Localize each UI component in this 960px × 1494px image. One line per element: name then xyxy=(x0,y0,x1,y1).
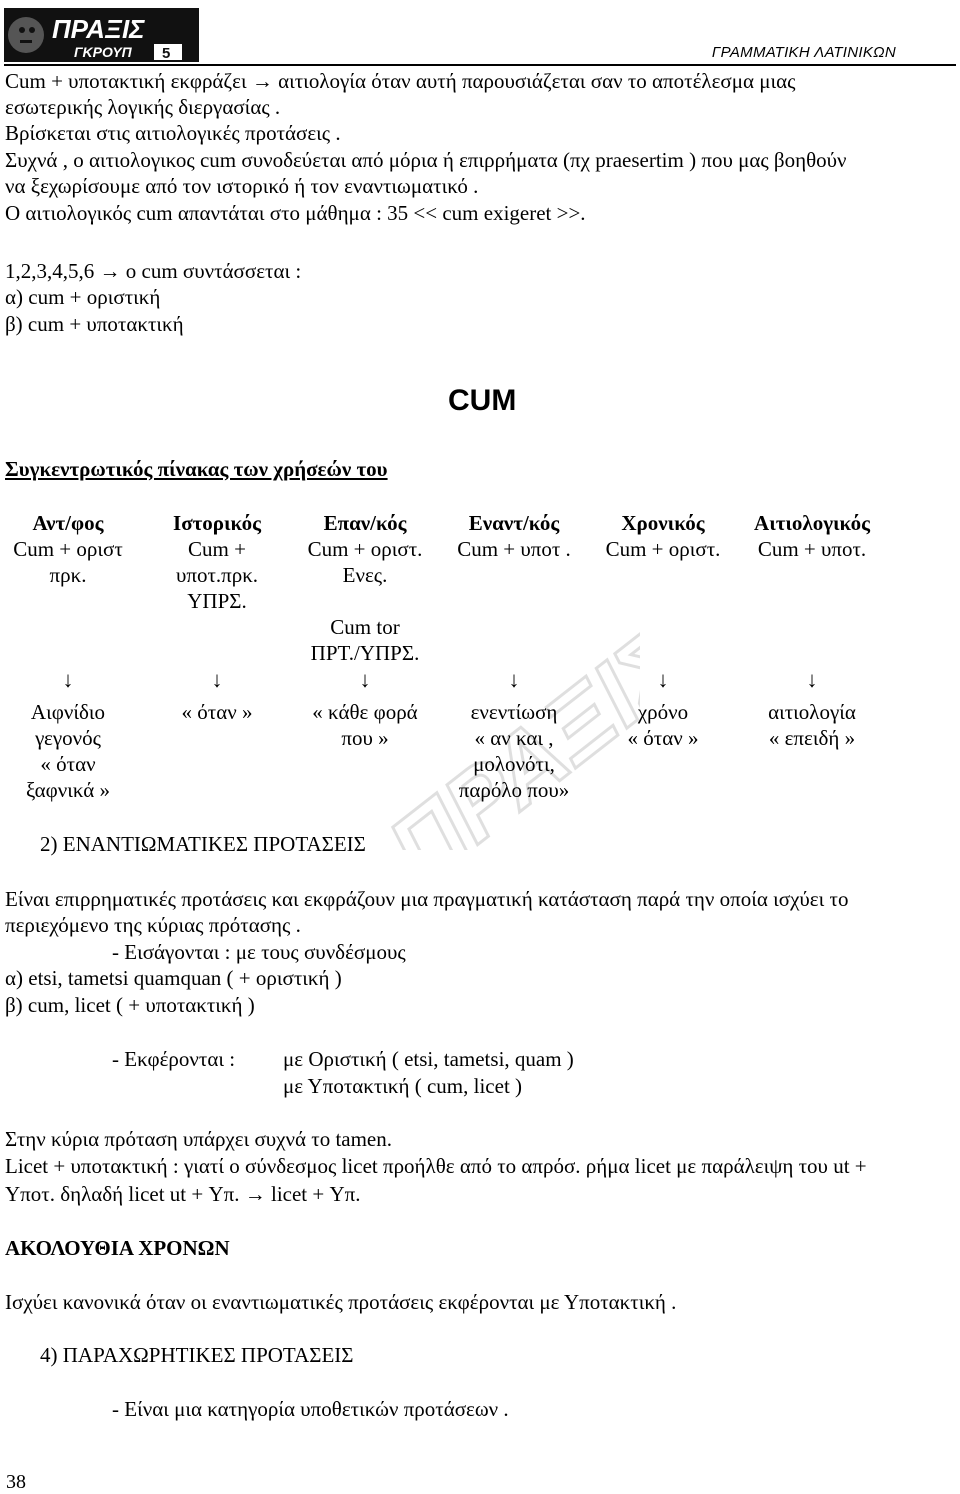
note-line: Υποτ. δηλαδή licet ut + Υπ. → licet + Υπ. xyxy=(5,1182,361,1206)
section2-line: β) cum, licet ( + υποτακτική ) xyxy=(5,993,255,1017)
table-column-epanaliptikos xyxy=(290,510,440,666)
column-line: Cum + οριστ. xyxy=(307,537,423,561)
syntax-line: α) cum + οριστική xyxy=(5,285,161,309)
table-column-xronikos xyxy=(588,510,738,562)
table-column-istorikos xyxy=(142,510,292,614)
meaning-line: « όταν xyxy=(40,752,96,776)
section2-line: περιεχόμενο της κύριας πρότασης . xyxy=(5,913,301,937)
note-line: Στην κύρια πρόταση υπάρχει συχνά το tamen. xyxy=(5,1127,393,1151)
column-line xyxy=(290,588,440,614)
page-header-title: ΓΡΑΜΜΑΤΙΚΗ ΛΑΤΙΝΙΚΩΝ xyxy=(711,44,896,61)
column-header: Χρονικός xyxy=(621,511,705,535)
meaning-line: γεγονός xyxy=(35,726,101,750)
column-line: Cum + υποτ. xyxy=(757,537,867,561)
section4-text: - Είναι μια κατηγορία υποθετικών προτάσεων . xyxy=(112,1397,509,1421)
expressed-line: με Υποτακτική ( cum, licet ) xyxy=(283,1074,523,1098)
column-line: Ενες. xyxy=(342,563,388,587)
meaning-line: ξαφνικά » xyxy=(26,778,110,802)
table-column-enantiomatikos xyxy=(439,510,589,562)
column-meaning xyxy=(737,699,887,751)
expressed-line: με Οριστική ( etsi, tametsi, quam ) xyxy=(283,1047,574,1071)
meaning-line: Αιφνίδιο xyxy=(30,700,106,724)
watermark-text: ΠΡΑΞΙΣ xyxy=(369,620,640,850)
page-number: 38 xyxy=(6,1471,26,1493)
expressed-label: - Εκφέρονται : xyxy=(112,1047,236,1071)
note-line: Licet + υποτακτική : γιατί ο σύνδεσμος licet προήλθε από το απρόσ. ρήμα licet με παράλειψη του ut + xyxy=(5,1154,867,1178)
down-arrow-icon: ↓ xyxy=(211,667,223,692)
intro-line: εσωτερικής λογικής διεργασίας . xyxy=(5,95,281,119)
column-header: Επαν/κός xyxy=(323,511,407,535)
intro-line: να ξεχωρίσουμε από τον ιστορικό ή τον εναντιωματικό . xyxy=(5,174,479,198)
section2-line: - Εισάγονται : με τους συνδέσμους xyxy=(112,940,406,964)
down-arrow-icon: ↓ xyxy=(806,667,818,692)
intro-line: Ο αιτιολογικός cum απαντάται στο μάθημα : 35 << cum exigeret >>. xyxy=(5,201,586,225)
column-line: Cum + xyxy=(188,537,246,561)
column-line: Cum + οριστ xyxy=(13,537,123,561)
meaning-line: ενεντίωση xyxy=(470,700,558,724)
column-line: ΥΠΡΣ. xyxy=(187,589,247,613)
summary-title: Συγκεντρωτικός πίνακας των χρήσεών του xyxy=(5,457,388,481)
syntax-line: 1,2,3,4,5,6 → ο cum συντάσσεται : xyxy=(5,259,302,283)
column-meaning xyxy=(290,699,440,751)
column-meaning xyxy=(142,699,292,725)
meaning-line: « επειδή » xyxy=(768,726,856,750)
column-meaning xyxy=(588,699,738,751)
meaning-line: « κάθε φορά xyxy=(312,700,418,724)
down-arrow-icon: ↓ xyxy=(359,667,371,692)
column-line: υποτ.πρκ. xyxy=(175,563,259,587)
column-header: Αιτιολογικός xyxy=(754,511,870,535)
meaning-line: που » xyxy=(341,726,389,750)
meaning-line: παρόλο που» xyxy=(458,778,570,802)
column-header: Εναντ/κός xyxy=(468,511,560,535)
column-header: Ιστορικός xyxy=(173,511,261,535)
intro-line: Συχνά , ο αιτιολογικος cum συνοδεύεται από μόρια ή επιρρήματα (πχ praesertim ) που μας βοηθούν xyxy=(5,148,847,172)
meaning-line: « όταν » xyxy=(181,700,253,724)
down-arrow-icon: ↓ xyxy=(62,667,74,692)
column-line: πρκ. xyxy=(49,563,87,587)
meaning-line: χρόνο xyxy=(637,700,689,724)
column-line: Cum + υποτ . xyxy=(457,537,571,561)
column-line: Cum + οριστ. xyxy=(605,537,721,561)
logo-text-top: ΠΡΑΞΙΣ xyxy=(52,14,145,44)
intro-line: Βρίσκεται στις αιτιολογικές προτάσεις . xyxy=(5,121,341,145)
section2-line: Είναι επιρρηματικές προτάσεις και εκφράζουν μια πραγματική κατάσταση παρά την οποία ισχύει το xyxy=(5,887,849,911)
section2-line: α) etsi, tametsi quamquan ( + οριστική ) xyxy=(5,966,342,990)
intro-line: Cum + υποτακτική εκφράζει → αιτιολογία όταν αυτή παρουσιάζεται σαν το αποτέλεσμα μιας xyxy=(5,69,796,93)
column-meaning xyxy=(439,699,589,803)
down-arrow-icon: ↓ xyxy=(657,667,669,692)
meaning-line: « αν και , xyxy=(474,726,554,750)
syntax-line: β) cum + υποτακτική xyxy=(5,312,184,336)
section4-heading: 4) ΠΑΡΑΧΩΡΗΤΙΚΕΣ ΠΡΟΤΑΣΕΙΣ xyxy=(40,1343,354,1367)
meaning-line: αιτιολογία xyxy=(768,700,856,724)
column-meaning xyxy=(0,699,143,803)
header-divider xyxy=(4,64,956,66)
down-arrow-icon: ↓ xyxy=(508,667,520,692)
logo-number: 5 xyxy=(162,45,171,62)
table-column-aitiologikos xyxy=(737,510,887,562)
logo-text-bottom: ΓΚΡΟΥΠ xyxy=(74,44,132,60)
praxis-logo xyxy=(4,8,199,62)
cum-heading: CUM xyxy=(448,384,517,417)
column-line: Cum tor xyxy=(330,615,400,639)
meaning-line: μολονότι, xyxy=(473,752,555,776)
meaning-line: « όταν » xyxy=(627,726,699,750)
column-line: ΠΡΤ./ΥΠΡΣ. xyxy=(310,641,420,665)
section2-heading: 2) ΕΝΑΝΤΙΩΜΑΤΙΚΕΣ ΠΡΟΤΑΣΕΙΣ xyxy=(40,832,366,856)
sequence-text: Ισχύει κανονικά όταν οι εναντιωματικές προτάσεις εκφέρονται με Υποτακτική . xyxy=(5,1290,677,1314)
sequence-heading: ΑΚΟΛΟΥΘΙΑ ΧΡΟΝΩΝ xyxy=(5,1236,230,1260)
column-header: Αντ/φος xyxy=(32,511,104,535)
table-column-antfos xyxy=(0,510,143,588)
